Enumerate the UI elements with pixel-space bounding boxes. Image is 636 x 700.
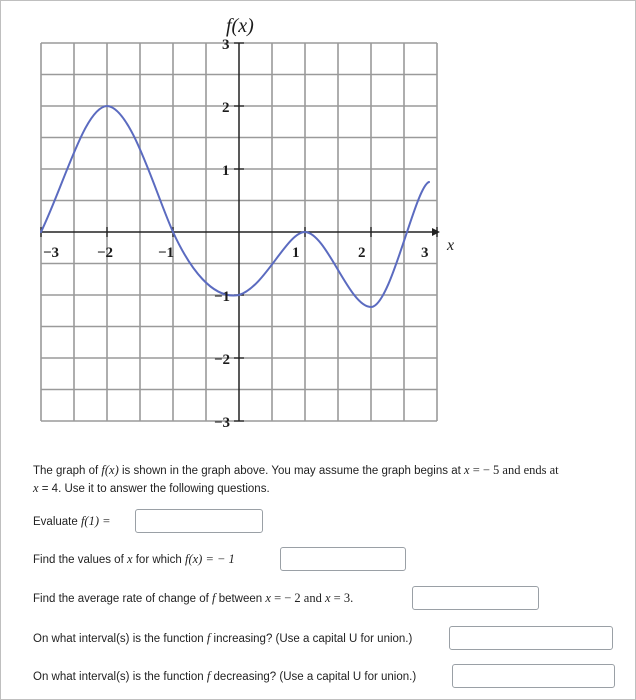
question-text: increasing? (Use a capital U for union.) [210, 633, 413, 645]
question-label [33, 509, 111, 534]
function-graph [15, 7, 485, 447]
question-label [33, 664, 416, 689]
question-math: x [126, 552, 133, 566]
y-tick-label: −1 [214, 289, 231, 305]
question-text: Find the average rate of change of [33, 593, 213, 605]
answer-input-rate-of-change[interactable] [412, 586, 539, 610]
answer-input-evaluate[interactable] [135, 509, 263, 533]
y-tick-label: 1 [222, 163, 230, 179]
question-text: between [215, 593, 266, 605]
question-text: On what interval(s) is the function [33, 671, 207, 683]
question-intro [33, 462, 623, 498]
y-tick-label: −2 [214, 352, 231, 368]
question-math: = − 2 and [270, 591, 325, 605]
x-tick-label: 2 [358, 245, 366, 261]
intro-text: = 4. Use it to answer the following questions. [38, 483, 270, 495]
answer-input-values[interactable] [280, 547, 406, 571]
question-math: x [265, 591, 271, 605]
x-tick-label: −3 [43, 245, 60, 261]
y-tick-label: −3 [214, 415, 231, 431]
question-label [33, 586, 353, 611]
question-text: On what interval(s) is the function [33, 633, 207, 645]
x-axis-label: x [447, 237, 455, 254]
x-tick-label: −1 [158, 245, 175, 261]
question-math: x [324, 591, 331, 605]
answer-input-increasing[interactable] [449, 626, 613, 650]
question-text: Find the values of [33, 554, 127, 566]
intro-math: x [33, 481, 39, 495]
question-text: Evaluate [33, 516, 81, 528]
x-tick-label: −2 [97, 245, 114, 261]
intro-math: x [464, 463, 470, 477]
question-text: for which [132, 554, 185, 566]
question-math: f(x) = − 1 [184, 552, 235, 566]
intro-math: = − 5 and ends at [469, 463, 559, 477]
intro-math: f(x) [101, 463, 119, 477]
intro-text: is shown in the graph above. You may assume the graph begins at [118, 465, 464, 477]
x-tick-label: 3 [421, 245, 429, 261]
y-tick-label: 2 [222, 100, 230, 116]
question-text: decreasing? (Use a capital U for union.) [210, 671, 417, 683]
axes [41, 43, 440, 421]
question-math: f(1) = [80, 514, 111, 528]
question-math: f [206, 631, 211, 645]
answer-input-decreasing[interactable] [452, 664, 615, 688]
x-tick-label: 1 [292, 245, 300, 261]
function-label: f(x) [226, 15, 254, 37]
y-tick-label: 3 [222, 37, 230, 53]
question-math: f [212, 591, 216, 605]
question-math: = 3. [330, 591, 354, 605]
question-math: f [206, 669, 211, 683]
intro-text: The graph of [33, 465, 102, 477]
question-label [33, 626, 412, 651]
graph-svg [15, 7, 485, 447]
question-label [33, 547, 235, 572]
